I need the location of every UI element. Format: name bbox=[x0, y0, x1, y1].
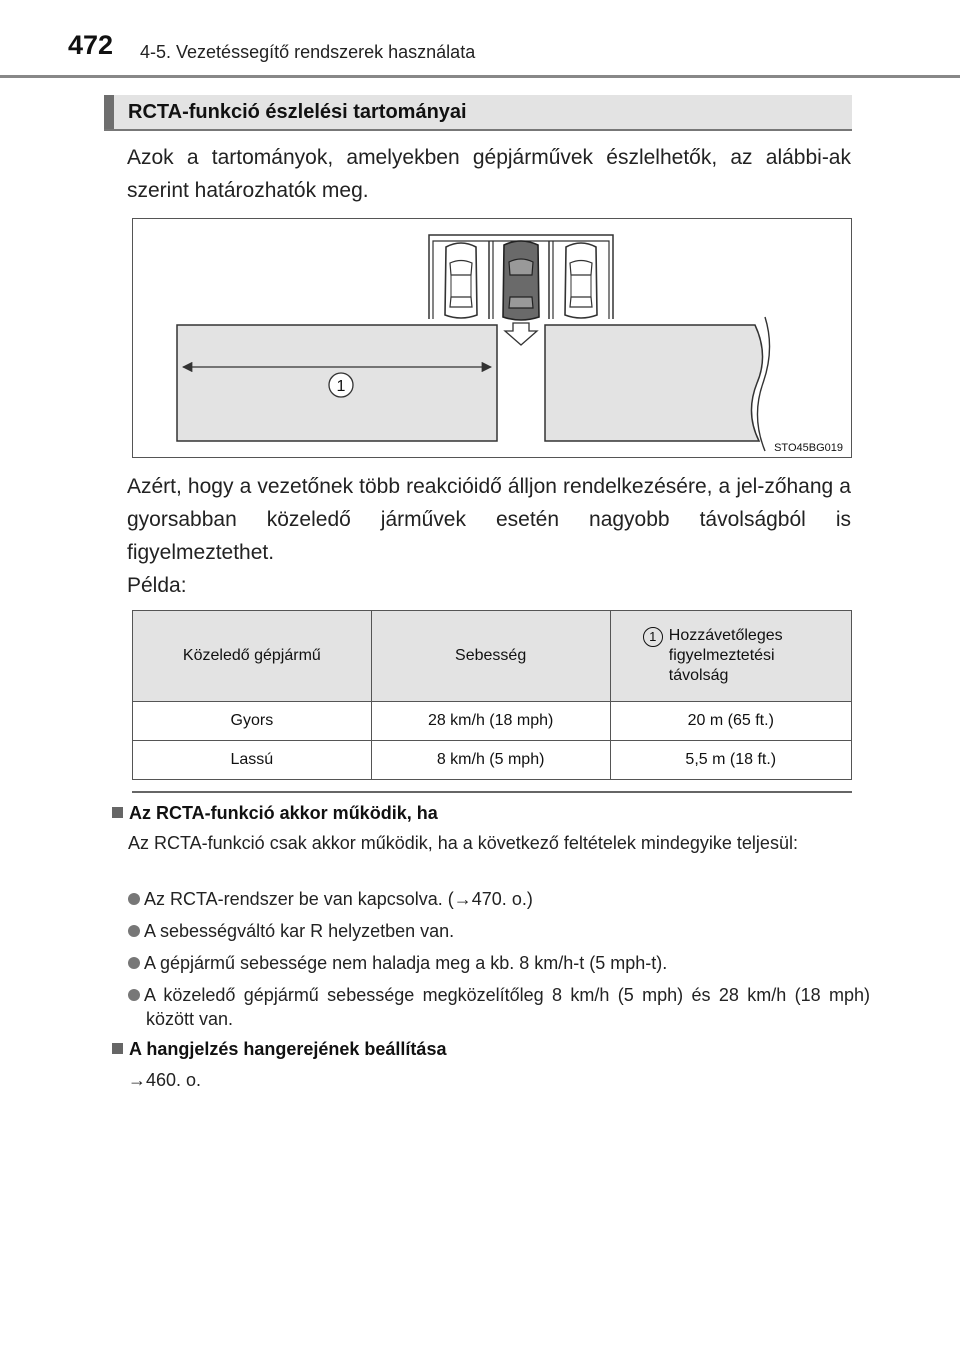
section-title: RCTA-funkció észlelési tartományai bbox=[128, 101, 467, 123]
list-item bbox=[128, 983, 870, 1031]
list-item-text: A közeledő gépjármű sebessége megközelítőleg 8 km/h (5 mph) és 28 km/h (18 mph) között van. bbox=[144, 985, 870, 1029]
table-row bbox=[133, 741, 852, 780]
header-vehicle: Közeledő gépjármű bbox=[133, 611, 372, 702]
list-item-text: A sebességváltó kar R helyzetben van. bbox=[144, 921, 455, 941]
parked-car-right bbox=[565, 243, 597, 318]
square-bullet-icon bbox=[112, 1043, 123, 1054]
operates-heading bbox=[112, 803, 438, 824]
table-cell: Lassú bbox=[133, 741, 372, 780]
table-cell: 8 km/h (5 mph) bbox=[371, 741, 610, 780]
figure-code: STO45BG019 bbox=[774, 442, 843, 454]
table-row bbox=[133, 702, 852, 741]
volume-reference: →460. o. bbox=[128, 1070, 202, 1090]
detection-range-figure bbox=[132, 218, 852, 458]
list-item bbox=[128, 919, 870, 943]
parked-car-left bbox=[445, 243, 477, 318]
table-cell: Gyors bbox=[133, 702, 372, 741]
own-vehicle bbox=[503, 241, 539, 320]
figure-label: 1 bbox=[336, 378, 346, 395]
list-item-text: Az RCTA-rendszer be van kapcsolva. (→470. o.) bbox=[144, 889, 533, 909]
list-item bbox=[128, 887, 870, 911]
header-distance-label: Hozzávetőleges figyelmeztetési távolság bbox=[668, 627, 783, 684]
example-label: Példa: bbox=[127, 574, 187, 597]
chapter-title: 4-5. Vezetéssegítő rendszerek használata bbox=[140, 42, 476, 62]
volume-title: A hangjelzés hangerejének beállítása bbox=[129, 1039, 447, 1059]
intro-paragraph: Azok a tartományok, amelyekben gépjárművek észlelhetők, az alábbi-ak szerint határozhatók meg. bbox=[127, 146, 851, 202]
operates-text: Az RCTA-funkció csak akkor működik, ha a következő feltételek mindegyike teljesül: bbox=[128, 833, 798, 853]
section-heading bbox=[104, 95, 852, 131]
warning-paragraph: Azért, hogy a vezetőnek több reakcióidő álljon rendelkezésére, a jel-zőhang a gyorsabban közeledő járművek esetén nagyobb távolságból is figyelmeztethet. bbox=[127, 475, 851, 564]
bullet-dot-icon bbox=[128, 957, 140, 969]
square-bullet-icon bbox=[112, 807, 123, 818]
table-header-row bbox=[133, 611, 852, 702]
volume-heading bbox=[112, 1039, 446, 1060]
header-distance bbox=[610, 611, 851, 702]
header-speed: Sebesség bbox=[371, 611, 610, 702]
section-marker bbox=[104, 95, 114, 129]
parking-diagram bbox=[133, 219, 853, 459]
warning-distance-table bbox=[132, 610, 852, 780]
operates-title: Az RCTA-funkció akkor működik, ha bbox=[129, 803, 438, 823]
section-divider bbox=[132, 791, 852, 793]
distance-marker: 1 bbox=[643, 627, 663, 647]
header-rule bbox=[0, 75, 960, 78]
table-cell: 20 m (65 ft.) bbox=[610, 702, 851, 741]
list-item bbox=[128, 951, 870, 975]
bullet-dot-icon bbox=[128, 893, 140, 905]
bullet-dot-icon bbox=[128, 989, 140, 1001]
bullet-dot-icon bbox=[128, 925, 140, 937]
table-cell: 28 km/h (18 mph) bbox=[371, 702, 610, 741]
table-cell: 5,5 m (18 ft.) bbox=[610, 741, 851, 780]
page-number: 472 bbox=[68, 30, 114, 60]
list-item-text: A gépjármű sebessége nem haladja meg a kb. 8 km/h-t (5 mph-t). bbox=[144, 953, 668, 973]
